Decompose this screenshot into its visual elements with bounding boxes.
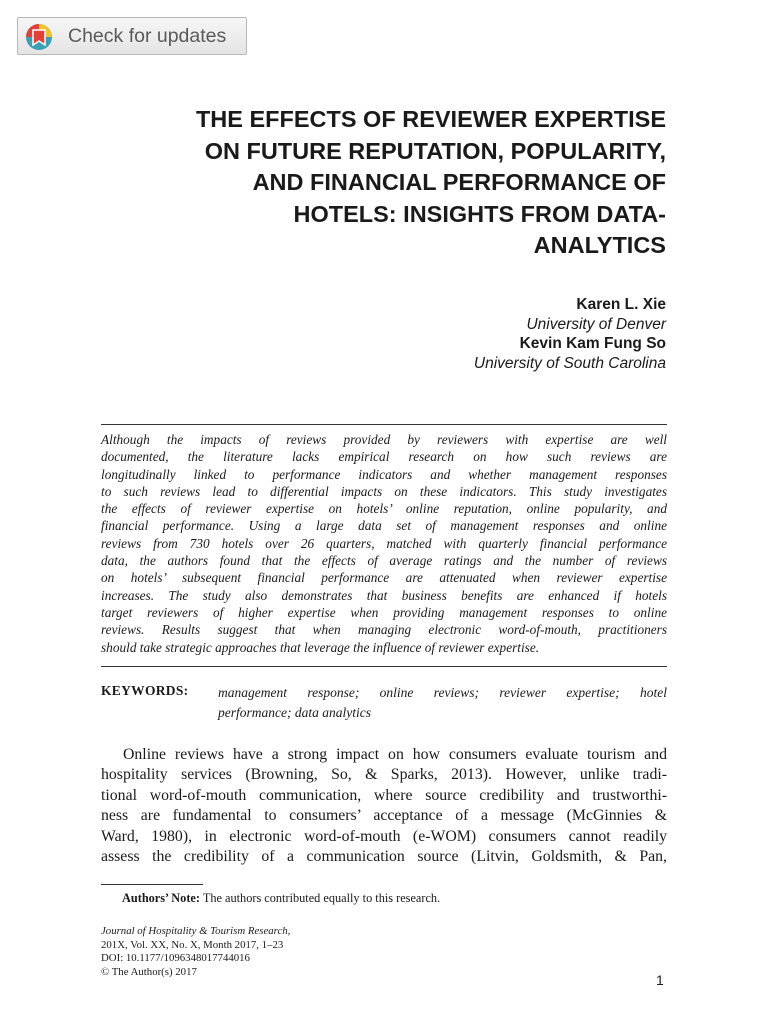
article-title	[86, 104, 666, 262]
abstract-line: to such reviews lead to differential impacts on these indicators. This study investigates	[101, 483, 667, 499]
body-line: ness are fundamental to consumers’ acceptance of a message (McGinnies &	[101, 807, 667, 825]
crossmark-icon	[25, 23, 53, 51]
abstract-line: increases. The study also demonstrates that business benefits are enhanced if hotels	[101, 587, 667, 603]
authors-note-text: The authors contributed equally to this research.	[199, 891, 441, 905]
abstract-line: longitudinally linked to performance indicators and whether management responses	[101, 466, 667, 482]
authors-note	[122, 891, 440, 906]
body-line: hospitality services (Browning, So, & Sparks, 2013). However, unlike tradi-	[101, 766, 667, 784]
body-line: Online reviews have a strong impact on how consumers evaluate tourism and	[123, 746, 667, 763]
page-number: 1	[656, 972, 664, 988]
title-line: ON FUTURE REPUTATION, POPULARITY,	[204, 137, 666, 164]
title-line: AND FINANCIAL PERFORMANCE OF	[252, 169, 666, 195]
author-name: Kevin Kam Fung So	[519, 335, 666, 352]
abstract-line: on hotels’ subsequent financial performance are attenuated when reviewer expertise	[101, 570, 667, 586]
title-line: HOTELS: INSIGHTS FROM DATA-	[293, 200, 666, 227]
journal-doi: DOI: 10.1177/1096348017744016	[101, 952, 250, 964]
author-name: Karen L. Xie	[576, 296, 666, 313]
keywords-line: management response; online reviews; reviewer expertise; hotel	[218, 685, 667, 700]
abstract	[101, 431, 667, 656]
journal-name: Journal of Hospitality & Tourism Research,	[101, 925, 291, 937]
body-line: Ward, 1980), in electronic word-of-mouth (e-WOM) consumers cannot readily	[101, 827, 667, 845]
abstract-line: reviews. Results suggest that when managing electronic word-of-mouth, practitioners	[101, 622, 667, 638]
abstract-line: reviews from 730 hotels over 26 quarters, matched with quarterly financial performance	[101, 535, 667, 551]
journal-info	[101, 925, 290, 979]
keywords-list	[218, 683, 667, 722]
keywords-line: performance; data analytics	[218, 704, 371, 720]
footnote-rule	[101, 884, 203, 885]
journal-copyright: © The Author(s) 2017	[101, 965, 197, 978]
abstract-line: target reviewers of higher expertise when providing management responses to online	[101, 604, 667, 620]
abstract-line: financial performance. Using a large data set of management responses and online	[101, 518, 667, 534]
abstract-top-rule	[101, 424, 667, 425]
abstract-line: the effects of reviewer expertise on hotels’ online reputation, online popularity, and	[101, 501, 667, 517]
body-line: assess the credibility of a communication source (Litvin, Goldsmith, & Pan,	[101, 848, 667, 866]
journal-details: 201X, Vol. XX, No. X, Month 2017, 1–23	[101, 938, 284, 951]
author-affiliation: University of Denver	[526, 315, 666, 333]
author-block	[266, 295, 666, 373]
body-text	[101, 745, 667, 867]
body-line: tional word-of-mouth communication, where source credibility and trustworthi-	[101, 786, 667, 804]
author-affiliation: University of South Carolina	[473, 354, 666, 372]
abstract-line: Although the impacts of reviews provided by reviewers with expertise are well	[101, 432, 667, 447]
abstract-bottom-rule	[101, 666, 667, 667]
authors-note-label: Authors’ Note:	[122, 891, 200, 905]
check-for-updates-label: Check for updates	[68, 25, 227, 47]
abstract-line: should take strategic approaches that leverage the influence of reviewer expertise.	[101, 639, 540, 655]
title-line: ANALYTICS	[533, 232, 666, 258]
keywords-label: KEYWORDS:	[101, 683, 189, 698]
title-line: THE EFFECTS OF REVIEWER EXPERTISE	[195, 106, 666, 132]
abstract-line: documented, the literature lacks empirical research on how such reviews are	[101, 449, 667, 465]
check-for-updates-button[interactable]	[17, 17, 247, 55]
journal-citation	[101, 925, 290, 952]
abstract-line: data, the authors found that the effects of average ratings and the number of reviews	[101, 553, 667, 569]
